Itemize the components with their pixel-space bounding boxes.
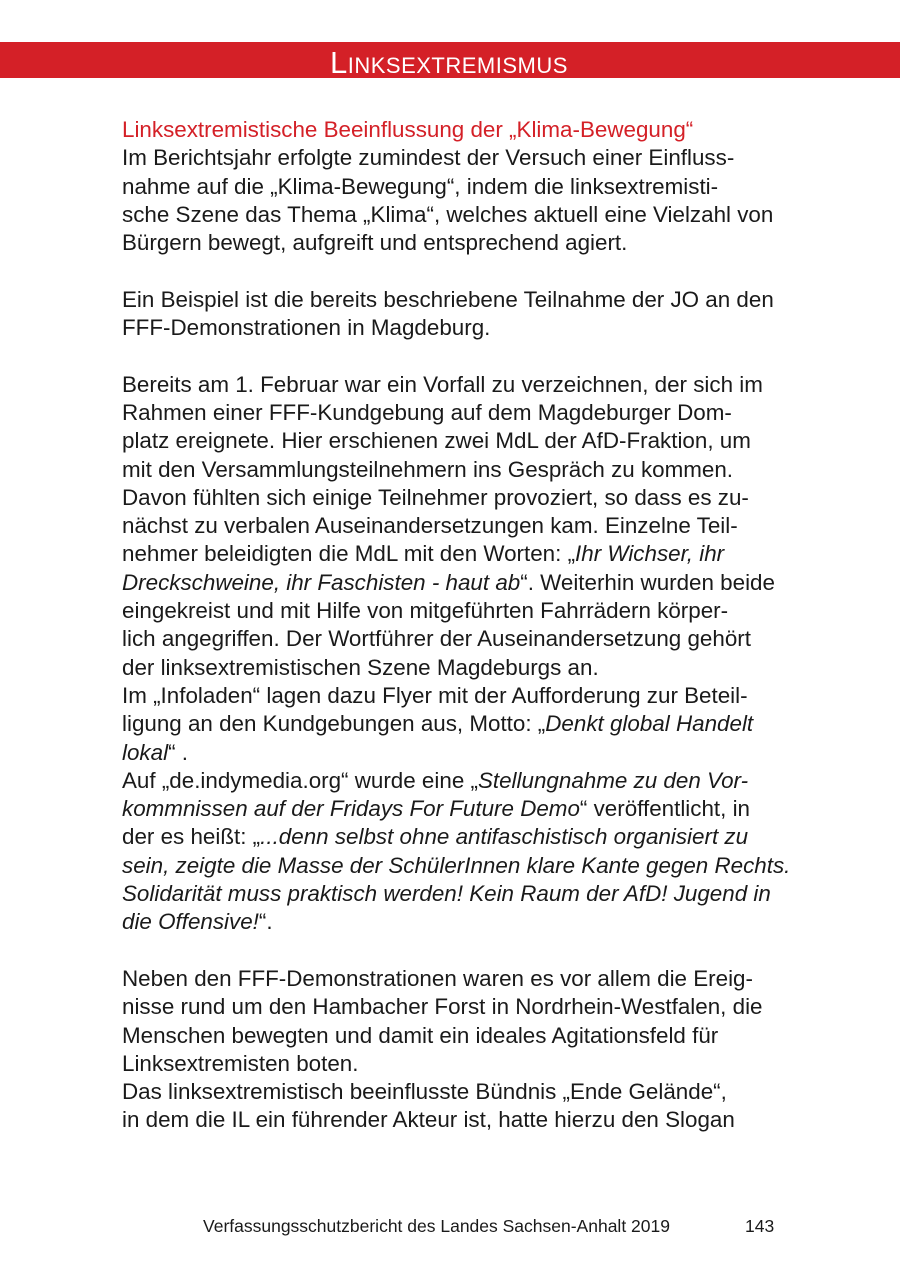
- text-segment: Auf „de.indymedia.org“ wurde eine „: [122, 767, 478, 793]
- quote-text: Dreckschweine, ihr Faschisten - haut ab: [122, 569, 521, 595]
- quote-text: Solidarität muss praktisch werden! Kein Raum der AfD! Jugend in: [122, 881, 771, 907]
- quote-text: sein, zeigte die Masse der SchülerInnen klare Kante gegen Rechts.: [122, 852, 791, 878]
- text-line: nahme auf die „Klima-Bewegung“, indem die linksextremisti-: [122, 173, 719, 199]
- text-line: [122, 795, 790, 823]
- text-line: Neben den FFF-Demonstrationen waren es vor allem die Ereig-: [122, 965, 753, 991]
- text-line: nächst zu verbalen Auseinandersetzungen kam. Einzelne Teil-: [122, 513, 738, 539]
- text-line: platz ereignete. Hier erschienen zwei MdL der AfD-Fraktion, um: [122, 428, 751, 454]
- text-segment: “ veröffentlicht, in: [579, 796, 751, 822]
- text-line: [122, 908, 790, 936]
- text-line: Bereits am 1. Februar war ein Vorfall zu verzeichnen, der sich im: [122, 371, 763, 397]
- text-line: Bürgern bewegt, aufgreift und entsprechend agiert.: [122, 230, 628, 256]
- text-line: [122, 880, 790, 908]
- text-line: [122, 767, 790, 795]
- text-line: Rahmen einer FFF-Kundgebung auf dem Magdeburger Dom-: [122, 399, 732, 425]
- text-line: FFF-Demonstrationen in Magdeburg.: [122, 315, 491, 341]
- text-line: nisse rund um den Hambacher Forst in Nordrhein-Westfalen, die: [122, 994, 763, 1020]
- quote-text: Denkt global Handelt: [545, 711, 754, 737]
- text-segment: ligung an den Kundgebungen aus, Motto: „: [122, 711, 546, 737]
- text-line: [122, 852, 790, 880]
- quote-text: Ihr Wichser, ihr: [575, 541, 725, 567]
- quote-text: die Offensive!: [122, 909, 259, 935]
- text-line: mit den Versammlungsteilnehmern ins Gespräch zu kommen.: [122, 456, 734, 482]
- quote-text: Stellungnahme zu den Vor-: [477, 767, 749, 793]
- text-line: [122, 823, 790, 851]
- text-segment: “ .: [168, 739, 188, 765]
- body-text: [122, 116, 790, 1135]
- text-line: sche Szene das Thema „Klima“, welches aktuell eine Vielzahl von: [122, 201, 774, 227]
- text-segment: der es heißt: „: [122, 824, 261, 850]
- text-line: [122, 710, 790, 738]
- text-line: Ein Beispiel ist die bereits beschriebene Teilnahme der JO an den: [122, 286, 774, 312]
- text-line: der linksextremistischen Szene Magdeburgs an.: [122, 654, 599, 680]
- paragraph-gap: [122, 257, 790, 285]
- text-line: Im Berichtsjahr erfolgte zumindest der Versuch einer Einfluss-: [122, 145, 735, 171]
- text-line: lich angegriffen. Der Wortführer der Auseinandersetzung gehört: [122, 626, 751, 652]
- text-line: Im „Infoladen“ lagen dazu Flyer mit der Aufforderung zur Beteil-: [122, 682, 748, 708]
- text-line: Menschen bewegten und damit ein ideales Agitationsfeld für: [122, 1022, 719, 1048]
- text-line: Davon fühlten sich einige Teilnehmer provoziert, so dass es zu-: [122, 484, 749, 510]
- text-line: [122, 540, 790, 568]
- text-line: [122, 569, 790, 597]
- footer-publication-title: Verfassungsschutzbericht des Landes Sachsen-Anhalt 2019: [203, 1216, 670, 1236]
- text-segment: nehmer beleidigten die MdL mit den Worten: „: [122, 541, 576, 567]
- text-segment: “.: [258, 909, 273, 935]
- text-line: [122, 739, 790, 767]
- text-segment: “. Weiterhin wurden beide: [520, 569, 775, 595]
- page-number: 143: [745, 1216, 775, 1236]
- subsection-heading: Linksextremistische Beeinflussung der „Klima-Bewegung“: [122, 117, 694, 142]
- paragraph-gap: [122, 937, 790, 965]
- text-line: eingekreist und mit Hilfe von mitgeführten Fahrrädern körper-: [122, 598, 729, 624]
- quote-text: kommnissen auf der Fridays For Future Demo: [122, 796, 580, 822]
- text-line: in dem die IL ein führender Akteur ist, hatte hierzu den Slogan: [122, 1107, 735, 1133]
- quote-text: ...denn selbst ohne antifaschistisch organisiert zu: [260, 824, 749, 850]
- quote-text: lokal: [122, 739, 169, 765]
- page-section-title: Linksextremismus: [330, 45, 568, 80]
- paragraph-gap: [122, 342, 790, 370]
- text-line: Linksextremisten boten.: [122, 1050, 359, 1076]
- text-line: Das linksextremistisch beeinflusste Bündnis „Ende Gelände“,: [122, 1079, 727, 1105]
